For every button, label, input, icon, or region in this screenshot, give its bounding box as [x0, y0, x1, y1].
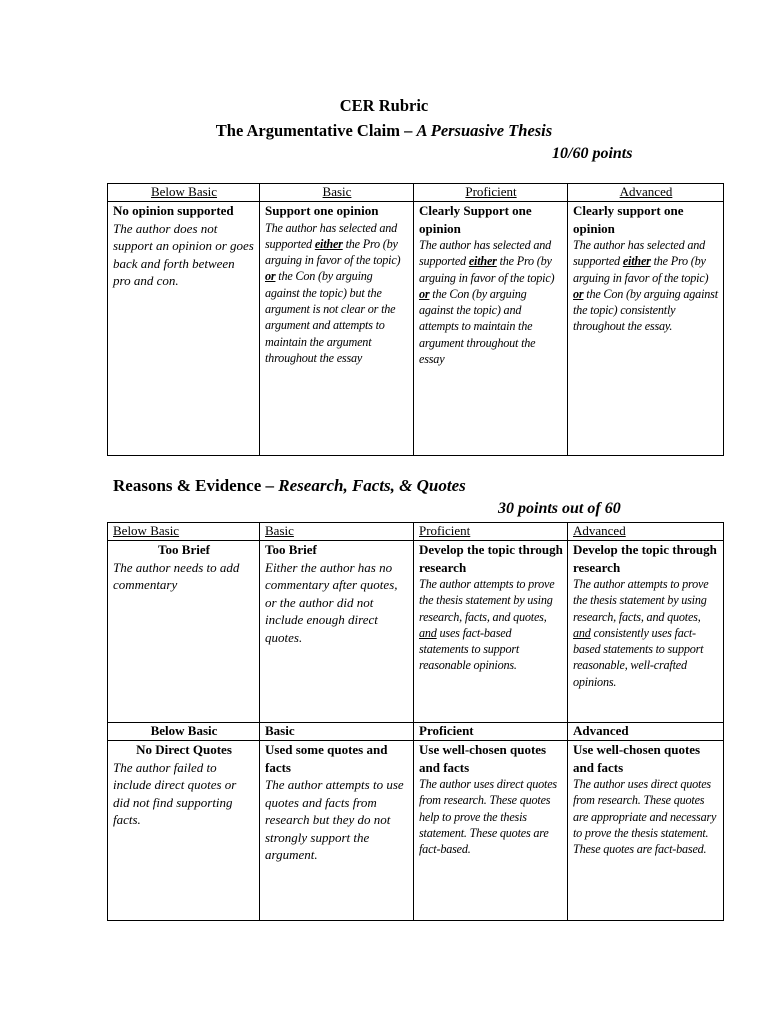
evidence-rubric-table: [107, 522, 724, 921]
cell-heading: Develop the topic through research: [573, 542, 717, 575]
evidence-quotes-row: [108, 741, 724, 921]
cell-description: The author needs to add commentary: [113, 559, 240, 592]
claim-below-basic-cell: [108, 202, 260, 456]
claim-proficient-cell: [414, 202, 568, 456]
subtitle-plain: The Argumentative Claim –: [215, 121, 417, 140]
evidence-row2-below-basic-cell: [108, 741, 260, 921]
claim-criteria-row: [108, 202, 724, 456]
cell-heading: No Direct Quotes: [136, 742, 232, 757]
evidence-row2-proficient-cell: [414, 741, 568, 921]
evidence-title-plain: Reasons & Evidence –: [113, 476, 279, 495]
cell-description: The author failed to include direct quotes or did not find supporting facts.: [113, 759, 237, 827]
cell-description: The author has selected and supported either the Pro (by arguing in favor of the topic) or the Con (by arguing against the topic) but the argument is not clear or the argument and attempts to maintain the argument throughout the essay: [265, 220, 401, 365]
col-header-below-basic: Below Basic: [108, 723, 260, 741]
col-header-advanced: Advanced: [568, 723, 724, 741]
col-header-proficient: Proficient: [414, 723, 568, 741]
col-header-basic: Basic: [260, 523, 414, 541]
document-subtitle: [0, 121, 768, 141]
evidence-row1-proficient-cell: [414, 541, 568, 723]
document-title: CER Rubric: [339, 96, 429, 115]
cell-description: The author uses direct quotes from research. These quotes help to prove the thesis statement. These quotes are fact-based.: [419, 777, 557, 857]
evidence-row2-advanced-cell: [568, 741, 724, 921]
col-header-advanced: Advanced: [568, 523, 724, 541]
cell-description: Either the author has no commentary after quotes, or the author did not include enough direct quotes.: [265, 559, 398, 645]
cell-heading: Used some quotes and facts: [265, 742, 388, 775]
cell-description: The author uses direct quotes from research. These quotes are appropriate and necessary to prove the thesis statement. These quotes are fact-based.: [573, 777, 717, 857]
cell-heading: Clearly support one opinion: [573, 203, 684, 236]
evidence-header-row-2: [108, 723, 724, 741]
col-header-basic: Basic: [260, 723, 414, 741]
evidence-row1-below-basic-cell: [108, 541, 260, 723]
cell-description: The author attempts to prove the thesis statement by using research, facts, and quotes, and consistently uses fact-based statements to support reasonable, well-crafted opinions.: [573, 577, 709, 689]
col-header-proficient: Proficient: [414, 523, 568, 541]
cell-heading: Support one opinion: [265, 203, 379, 218]
cell-description: The author has selected and supported either the Pro (by arguing in favor of the topic) or the Con (by arguing against the topic) consistently throughout the essay.: [573, 238, 718, 334]
evidence-section-title: [113, 476, 466, 496]
evidence-title-italic: Research, Facts, & Quotes: [278, 476, 466, 495]
claim-rubric-table: [107, 183, 724, 456]
evidence-commentary-row: [108, 541, 724, 723]
evidence-points: 30 points out of 60: [498, 500, 621, 517]
col-header-advanced: Advanced: [568, 184, 724, 202]
evidence-header-row-1: [108, 523, 724, 541]
col-header-below-basic: Below Basic: [108, 184, 260, 202]
col-header-proficient: Proficient: [414, 184, 568, 202]
cell-heading: Too Brief: [158, 542, 210, 557]
cell-heading: Use well-chosen quotes and facts: [419, 742, 547, 775]
cell-heading: No opinion supported: [113, 203, 234, 218]
cell-description: The author attempts to prove the thesis statement by using research, facts, and quotes, and uses fact-based statements to support reasonable opinions.: [419, 577, 555, 673]
evidence-row1-basic-cell: [260, 541, 414, 723]
claim-basic-cell: [260, 202, 414, 456]
col-header-basic: Basic: [260, 184, 414, 202]
col-header-below-basic: Below Basic: [108, 523, 260, 541]
claim-points: 10/60 points: [552, 145, 633, 162]
claim-header-row: [108, 184, 724, 202]
cell-description: The author has selected and supported either the Pro (by arguing in favor of the topic) or the Con (by arguing against the topic) and attempts to maintain the argument throughout the essay: [419, 238, 555, 367]
evidence-row2-basic-cell: [260, 741, 414, 921]
subtitle-italic: A Persuasive Thesis: [416, 121, 553, 140]
cell-heading: Develop the topic through research: [419, 542, 563, 575]
claim-advanced-cell: [568, 202, 724, 456]
evidence-row1-advanced-cell: [568, 541, 724, 723]
cell-heading: Too Brief: [265, 542, 317, 557]
cell-description: The author attempts to use quotes and facts from research but they do not strongly support the argument.: [265, 777, 404, 862]
cell-heading: Clearly Support one opinion: [419, 203, 532, 236]
cell-heading: Use well-chosen quotes and facts: [573, 742, 701, 775]
cell-description: The author does not support an opinion or goes back and forth between pro and con.: [113, 220, 254, 288]
